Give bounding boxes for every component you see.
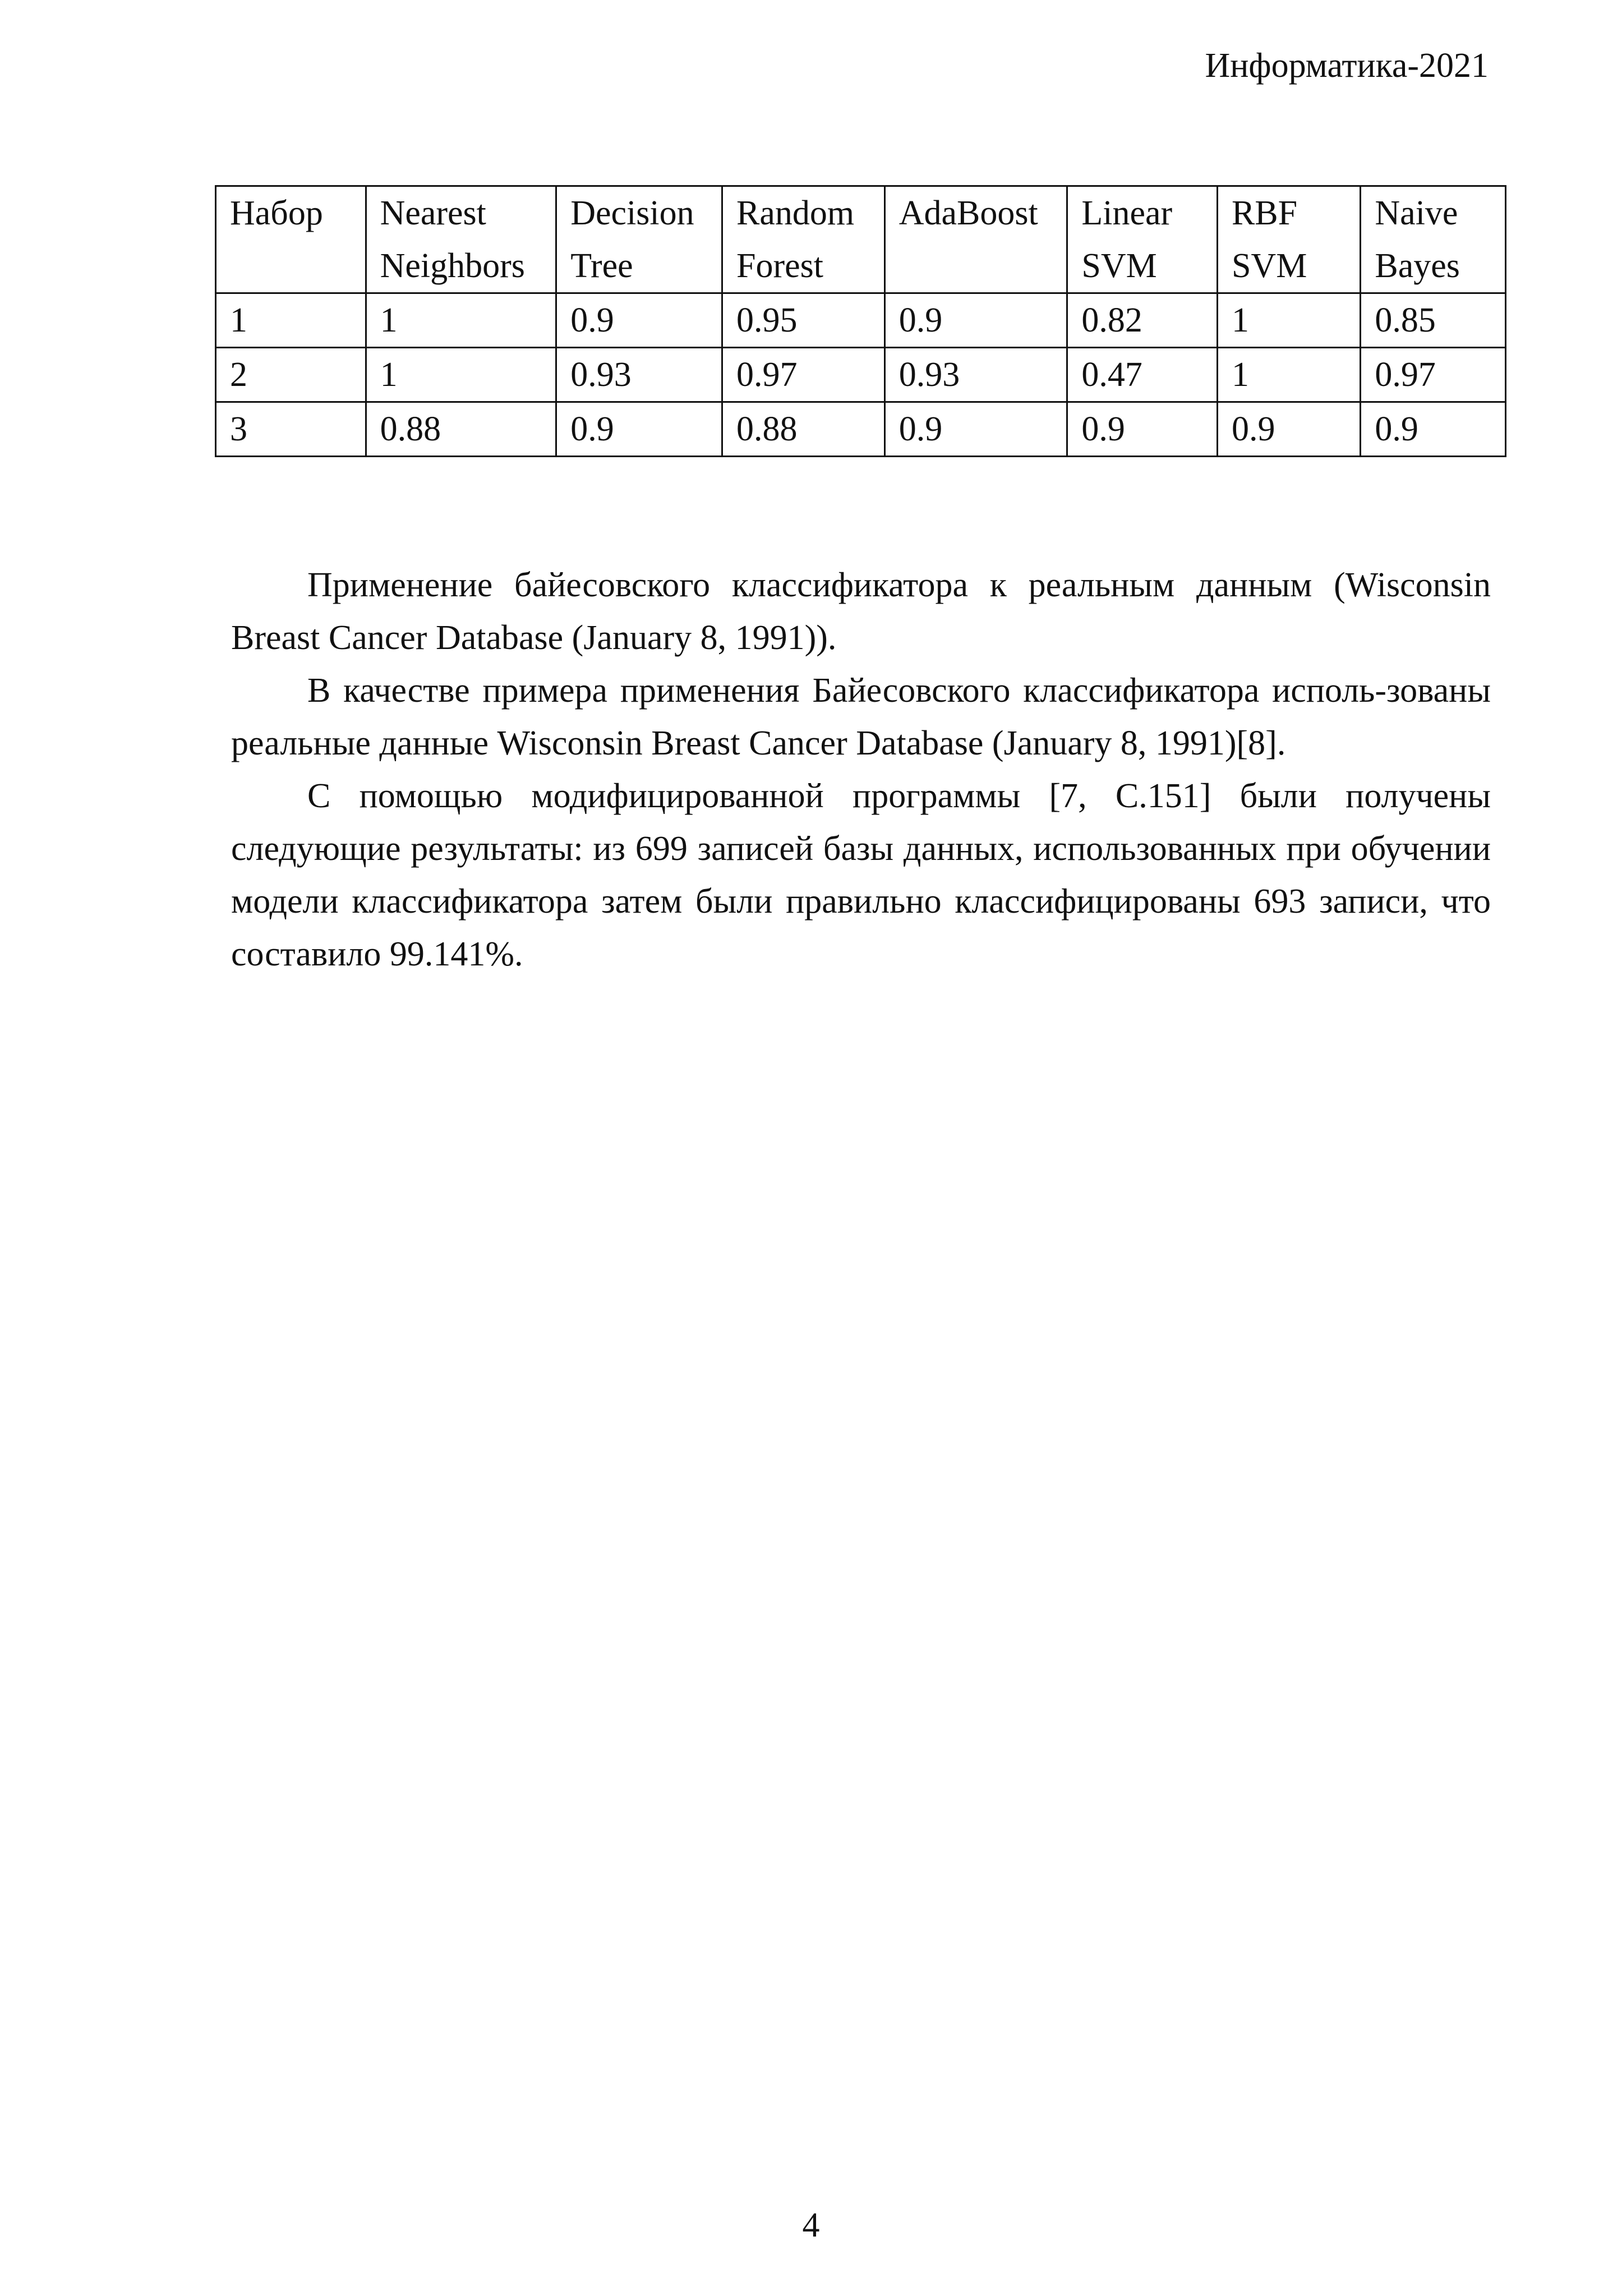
table-cell: 0.88 [366, 402, 556, 457]
table-cell: 0.82 [1067, 293, 1218, 348]
table-cell: 1 [216, 293, 366, 348]
col-header-nearest-neighbors: Nearest Neighbors [366, 186, 556, 293]
table-cell: 1 [366, 348, 556, 402]
table-cell: 0.9 [1067, 402, 1218, 457]
col-header-adaboost: AdaBoost [884, 186, 1067, 293]
table-cell: 3 [216, 402, 366, 457]
col-header-random-forest: Random Forest [722, 186, 884, 293]
table-cell: 0.9 [884, 293, 1067, 348]
table-row [216, 402, 1506, 457]
table-cell: 0.95 [722, 293, 884, 348]
body-text [231, 559, 1491, 981]
results-table [215, 185, 1506, 457]
table-cell: 0.88 [722, 402, 884, 457]
table-header-row [216, 186, 1506, 293]
table-cell: 1 [1217, 348, 1360, 402]
table-cell: 0.97 [722, 348, 884, 402]
table-cell: 0.9 [1361, 402, 1506, 457]
table-cell: 1 [1217, 293, 1360, 348]
table-cell: 0.9 [884, 402, 1067, 457]
table-cell: 1 [366, 293, 556, 348]
table-cell: 0.47 [1067, 348, 1218, 402]
paragraph-example: В качестве примера применения Байесовского классификатора исполь-зованы реальные данные Wisconsin Breast Cancer Database (January 8, 1991)[8]. [231, 671, 1491, 762]
table-cell: 0.93 [556, 348, 722, 402]
running-header: Информатика-2021 [1205, 47, 1489, 85]
col-header-rbf-svm: RBF SVM [1217, 186, 1360, 293]
table-cell: 0.9 [1217, 402, 1360, 457]
table-cell: 0.93 [884, 348, 1067, 402]
table-cell: 0.9 [556, 402, 722, 457]
table-row [216, 293, 1506, 348]
paragraph-section-heading: Применение байесовского классификатора к реальным данным (Wisconsin Breast Cancer Database (January 8, 1991)). [231, 566, 1491, 657]
col-header-naive-bayes: Naive Bayes [1361, 186, 1506, 293]
table-row [216, 348, 1506, 402]
col-header-set: Набор [216, 186, 366, 293]
table-cell: 0.9 [556, 293, 722, 348]
table-cell: 0.97 [1361, 348, 1506, 402]
table-cell: 0.85 [1361, 293, 1506, 348]
col-header-decision-tree: Decision Tree [556, 186, 722, 293]
table-cell: 2 [216, 348, 366, 402]
col-header-linear-svm: Linear SVM [1067, 186, 1218, 293]
paragraph-results: С помощью модифицированной программы [7, С.151] были получены следующие результаты: из 699 записей базы данных, использованных при обучении модели классификатора затем были правильно классифицированы 693 записи, что составило 99.141%. [231, 777, 1491, 973]
page-number: 4 [802, 2206, 820, 2244]
